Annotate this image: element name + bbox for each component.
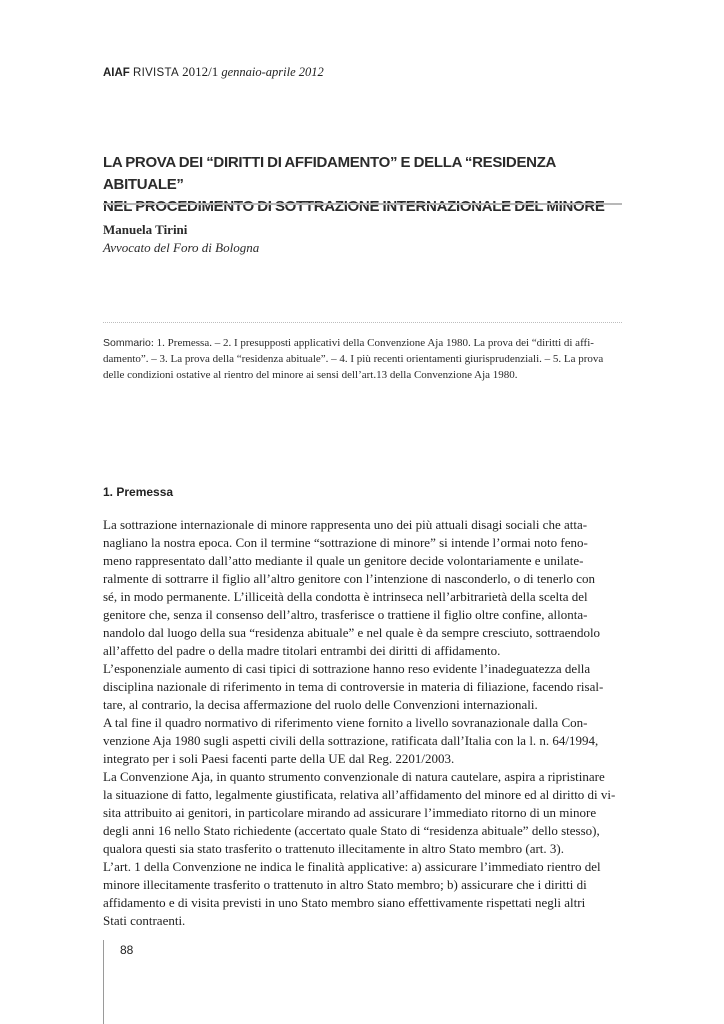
body-line: nandolo dal luogo della sua “residenza abituale” e nel quale è da sempre cresciuto, sottraendolo — [103, 625, 601, 640]
body-line: all’affetto del padre o della madre titolari entrambi dei diritti di affidamento. — [103, 643, 501, 658]
body-line: degli anni 16 nello Stato richiedente (accertato quale Stato di “residenza abituale” dello stesso), — [103, 823, 600, 838]
summary-divider — [103, 322, 622, 323]
body-line: A tal fine il quadro normativo di riferimento viene fornito a livello sovranazionale dalla Con- — [103, 715, 588, 730]
body-line: ralmente di sottrarre il figlio all’altro genitore con l’intenzione di nasconderlo, o di tenerlo con — [103, 571, 596, 586]
running-header — [103, 64, 324, 80]
body-line: L’art. 1 della Convenzione ne indica le finalità applicative: a) assicurare l’immediato rientro del — [103, 859, 601, 874]
body-line: La Convenzione Aja, in quanto strumento convenzionale di natura cautelare, aspira a ripristinare — [103, 769, 605, 784]
body-line: sita attribuito ai genitori, in particolare mirando ad assicurare l’immediato ritorno di un minore — [103, 805, 597, 820]
body-line: La sottrazione internazionale di minore rappresenta uno dei più attuali disagi sociali che atta- — [103, 517, 588, 532]
page-number: 88 — [120, 943, 134, 957]
body-line: tare, al contrario, la decisa affermazione del ruolo delle Convenzioni internazionali. — [103, 697, 538, 712]
author-name: Manuela Tirini — [103, 222, 188, 237]
body-line: Stati contraenti. — [103, 913, 186, 928]
journal-name: RIVISTA — [132, 67, 179, 79]
summary-line — [103, 335, 623, 351]
article-title-line-2: NEL PROCEDIMENTO DI SOTTRAZIONE INTERNAZIONALE DEL MINORE — [103, 198, 605, 215]
summary-line: delle condizioni ostative al rientro del minore ai sensi dell’art.13 della Convenzione Aja 1980. — [103, 369, 518, 381]
body-line: la situazione di fatto, legalmente giustificata, relativa all’affidamento del minore ed al diritto di vi- — [103, 787, 616, 802]
page-gutter-rule — [103, 940, 104, 1024]
body-line: qualora questi sia stato trasferito o trattenuto illecitamente in altro Stato membro (art. 3). — [103, 841, 564, 856]
body-line: sé, in modo permanente. L’illiceità della condotta è intrinseca nell’arbitrarietà della scelta del — [103, 589, 588, 604]
article-title — [103, 152, 623, 218]
summary-block — [103, 335, 623, 383]
body-line: affidamento e di visita previsti in uno Stato membro siano effettivamente rispettati negli altri — [103, 895, 586, 910]
body-line: meno rappresentato dall’atto mediante il quale un genitore decide volontariamente e unilate- — [103, 553, 584, 568]
body-line: venzione Aja 1980 sugli aspetti civili della sottrazione, ratificata dall’Italia con la l. n. 64/1994, — [103, 733, 599, 748]
title-divider — [103, 203, 622, 205]
body-line: disciplina nazionale di riferimento in tema di controversie in materia di filiazione, facendo risal- — [103, 679, 604, 694]
article-title-line-1: LA PROVA DEI “DIRITTI DI AFFIDAMENTO” E DELLA “RESIDENZA ABITUALE” — [103, 154, 556, 193]
body-line: integrato per i soli Paesi facenti parte della UE dal Reg. 2201/2003. — [103, 751, 455, 766]
journal-issue: 2012/1 — [182, 64, 219, 79]
body-line: genitore che, senza il consenso dell’altro, trasferisce o trattiene il figlio oltre confine, allonta- — [103, 607, 588, 622]
summary-line: damento”. – 3. La prova della “residenza abituale”. – 4. I più recenti orientamenti giurisprudenziali. – 5. La prova — [103, 353, 604, 365]
body-line: L’esponenziale aumento di casi tipici di sottrazione hanno reso evidente l’inadeguatezza della — [103, 661, 591, 676]
body-line: minore illecitamente trasferito o trattenuto in altro Stato membro; b) assicurare che i diritti di — [103, 877, 587, 892]
section-heading: 1. Premessa — [103, 485, 174, 499]
body-text — [103, 516, 623, 930]
summary-label: Sommario — [103, 337, 151, 349]
body-line: nagliano la nostra epoca. Con il termine “sottrazione di minore” si intende l’ormai noto feno- — [103, 535, 588, 550]
journal-date: gennaio-aprile 2012 — [221, 65, 324, 79]
author-role: Avvocato del Foro di Bologna — [103, 240, 260, 255]
journal-brand: AIAF — [103, 67, 130, 79]
summary-text: : 1. Premessa. – 2. I presupposti applicativi della Convenzione Aja 1980. La prova dei “diritti di affi- — [150, 337, 594, 349]
